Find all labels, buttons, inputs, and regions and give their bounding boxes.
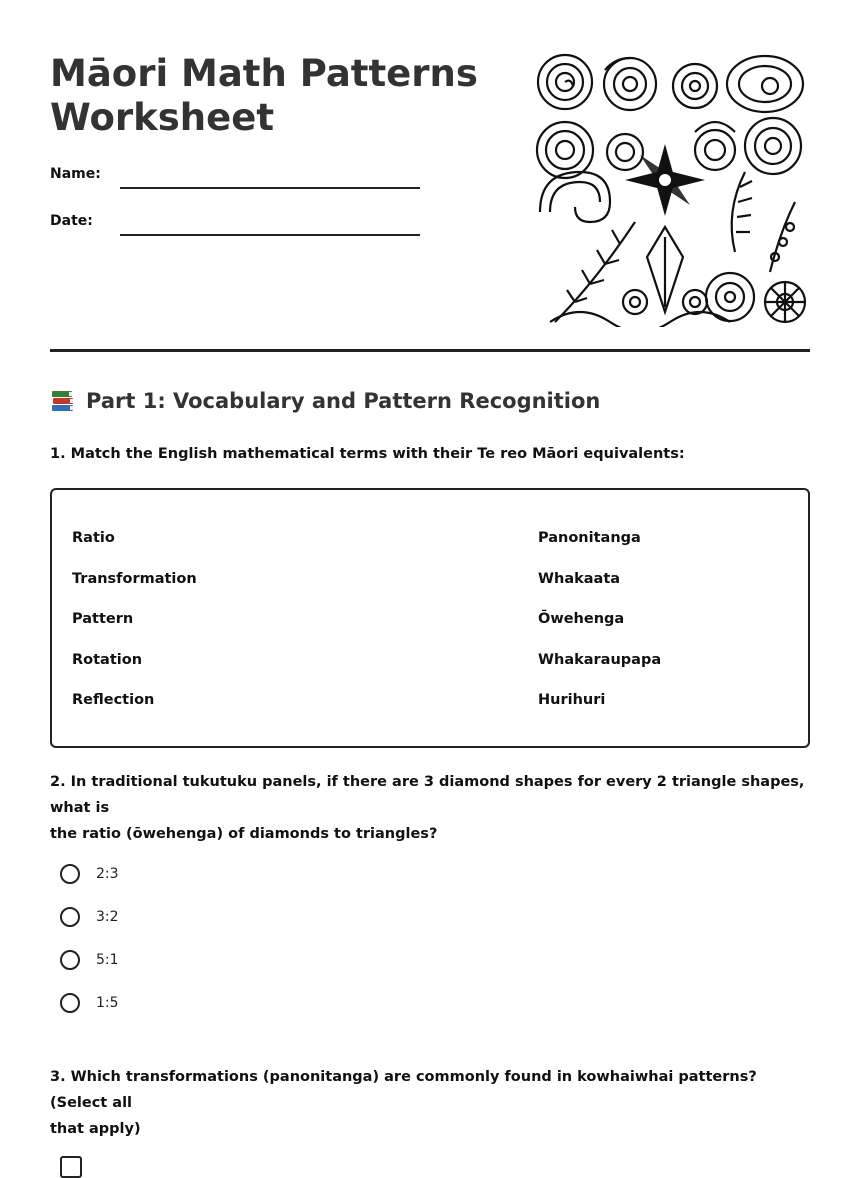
maori-term[interactable]: Panonitanga (538, 530, 641, 546)
section-heading (50, 388, 600, 414)
question-3-line-2: that apply) (50, 1121, 141, 1137)
question-2 (50, 769, 810, 847)
question-1: 1. Match the English mathematical terms with their Te reo Māori equivalents: (50, 446, 685, 462)
page-title (50, 52, 478, 140)
koru-icon (673, 64, 717, 108)
koru-icon (604, 58, 656, 110)
name-label: Name: (50, 166, 101, 182)
worksheet-page (50, 0, 810, 1137)
date-label: Date: (50, 213, 93, 229)
english-term[interactable]: Pattern (72, 611, 134, 627)
option-label: 3:2 (96, 909, 119, 925)
books-icon (50, 388, 76, 414)
english-term[interactable]: Rotation (72, 652, 143, 668)
koru-icon (727, 56, 803, 112)
title-line-2: Worksheet (50, 96, 275, 139)
koru-icon (695, 122, 735, 170)
question-3 (50, 1064, 810, 1142)
option-3-2[interactable] (60, 907, 119, 927)
name-field[interactable] (120, 187, 420, 189)
question-2-line-1: 2. In traditional tukutuku panels, if there are 3 diamond shapes for every 2 triangle shapes, what is (50, 774, 805, 816)
radio-button[interactable] (60, 864, 80, 884)
koru-icon (538, 55, 592, 109)
english-term[interactable]: Ratio (72, 530, 115, 546)
wave-motif-icon (550, 290, 730, 327)
matching-box (50, 488, 810, 748)
maori-term[interactable]: Hurihuri (538, 692, 606, 708)
koru-icon (540, 172, 610, 222)
question-2-line-2: the ratio (ōwehenga) of diamonds to triangles? (50, 826, 438, 842)
option-5-1[interactable] (60, 950, 119, 970)
star-motif-icon (625, 144, 705, 216)
koru-icon (537, 122, 593, 178)
maori-term[interactable]: Whakaraupapa (538, 652, 662, 668)
title-line-1: Māori Math Patterns (50, 52, 478, 95)
feather-icon (647, 227, 683, 312)
flower-motif-icon (765, 282, 805, 322)
section-title-text: Part 1: Vocabulary and Pattern Recognition (86, 389, 601, 413)
date-field[interactable] (120, 234, 420, 236)
english-term[interactable]: Transformation (72, 571, 197, 587)
radio-button[interactable] (60, 950, 80, 970)
koru-icon (745, 118, 801, 174)
maori-pattern-illustration (535, 52, 810, 327)
question-3-line-1: 3. Which transformations (panonitanga) are commonly found in kowhaiwhai patterns? (Select all (50, 1069, 757, 1111)
option-label: 5:1 (96, 952, 119, 968)
maori-term[interactable]: Ōwehenga (538, 611, 625, 627)
koru-icon (607, 134, 643, 170)
option-label: 2:3 (96, 866, 119, 882)
fern-icon (732, 172, 752, 252)
english-term[interactable]: Reflection (72, 692, 155, 708)
option-2-3[interactable] (60, 864, 119, 884)
worksheet-header (50, 0, 810, 352)
option-label: 1:5 (96, 995, 119, 1011)
maori-term[interactable]: Whakaata (538, 571, 621, 587)
checkbox[interactable] (60, 1156, 82, 1178)
radio-button[interactable] (60, 907, 80, 927)
option-1-5[interactable] (60, 993, 119, 1013)
radio-button[interactable] (60, 993, 80, 1013)
fern-icon (770, 202, 795, 272)
